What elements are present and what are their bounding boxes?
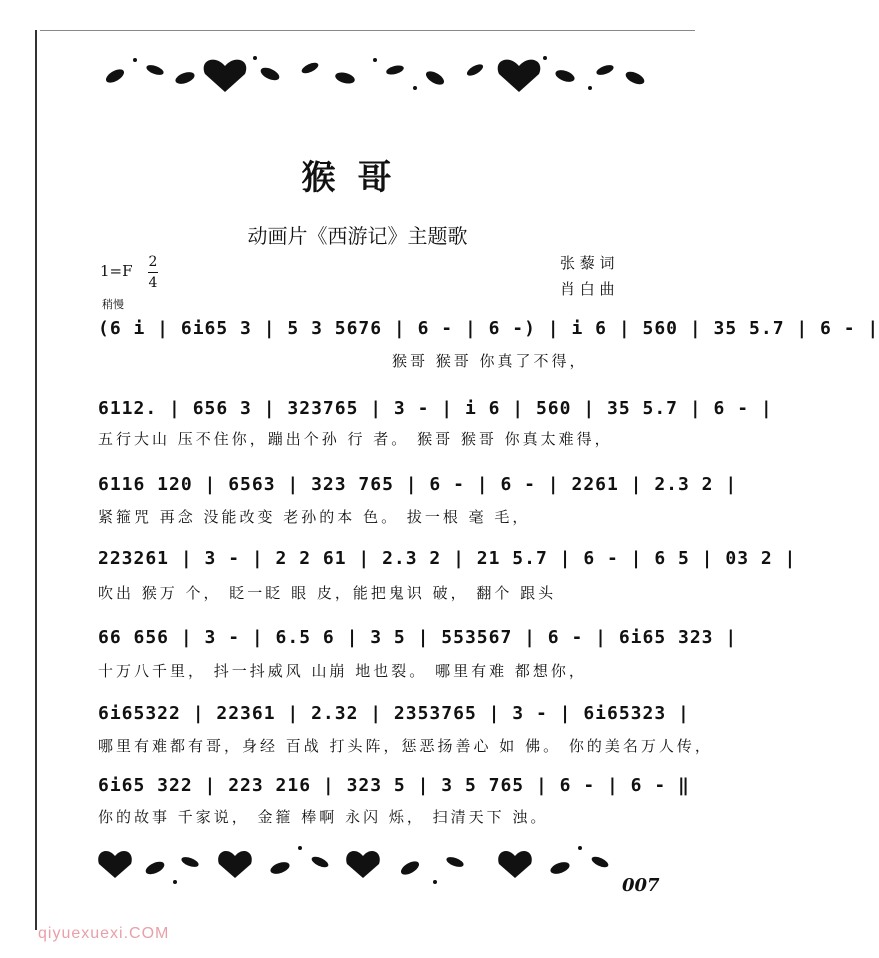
time-signature-top: 2: [148, 254, 158, 270]
composer-credit: 肖 白 曲: [560, 280, 615, 298]
lyric-line-1: 猴哥 猴哥 你真了不得，: [392, 352, 588, 370]
notation-line-3: 6116 120 | 6563 | 323 765 | 6 - | 6 - | 2261 | 2.3 2 |: [98, 474, 738, 495]
lyricist-credit: 张 藜 词: [560, 254, 615, 272]
page-number: 007: [622, 875, 660, 896]
notation-line-1: (6 i | 6i65 3 | 5 3 5676 | 6 - | 6 -) | i 6 | 560 | 35 5.7 | 6 - |: [98, 318, 879, 339]
lyric-line-6: 哪里有难都有哥，身经 百战 打头阵，惩恶扬善心 如 佛。 你的美名万人传，: [98, 737, 713, 755]
time-signature: [148, 252, 158, 293]
notation-line-2: 6112. | 656 3 | 323765 | 3 - | i 6 | 560 | 35 5.7 | 6 - |: [98, 398, 773, 419]
lyric-line-3: 紧箍咒 再念 没能改变 老孙的本 色。 拔一根 毫 毛，: [98, 508, 531, 526]
notation-line-4: 223261 | 3 - | 2 2 61 | 2.3 2 | 21 5.7 | 6 - | 6 5 | 03 2 |: [98, 548, 797, 569]
decorative-border-top-icon: [95, 48, 650, 98]
tempo-marking: 稍慢: [102, 298, 124, 311]
credits: [560, 250, 615, 302]
song-title: 猴哥: [301, 158, 414, 198]
notation-line-7: 6i65 322 | 223 216 | 323 5 | 3 5 765 | 6 - | 6 - ‖: [98, 775, 690, 796]
song-subtitle: 动画片《西游记》主题歌: [247, 224, 468, 248]
lyric-line-7: 你的故事 千家说， 金箍 棒啊 永闪 烁， 扫清天下 浊。: [98, 808, 549, 826]
site-watermark: qiyuexuexi.COM: [38, 925, 170, 942]
notation-line-5: 66 656 | 3 - | 6.5 6 | 3 5 | 553567 | 6 - | 6i65 323 |: [98, 627, 738, 648]
decorative-border-bottom-icon: [95, 840, 650, 890]
top-rule: [40, 30, 695, 31]
notation-line-6: 6i65322 | 22361 | 2.32 | 2353765 | 3 - | 6i65323 |: [98, 703, 690, 724]
lyric-line-2: 五行大山 压不住你，蹦出个孙 行 者。 猴哥 猴哥 你真太难得，: [98, 430, 613, 448]
key-signature: 1=F: [100, 262, 133, 280]
lyric-line-5: 十万八千里， 抖一抖威风 山崩 地也裂。 哪里有难 都想你，: [98, 662, 587, 680]
lyric-line-4: 吹出 猴万 个， 眨一眨 眼 皮，能把鬼识 破， 翻个 跟头: [98, 584, 557, 602]
time-signature-bottom: 4: [148, 275, 158, 291]
